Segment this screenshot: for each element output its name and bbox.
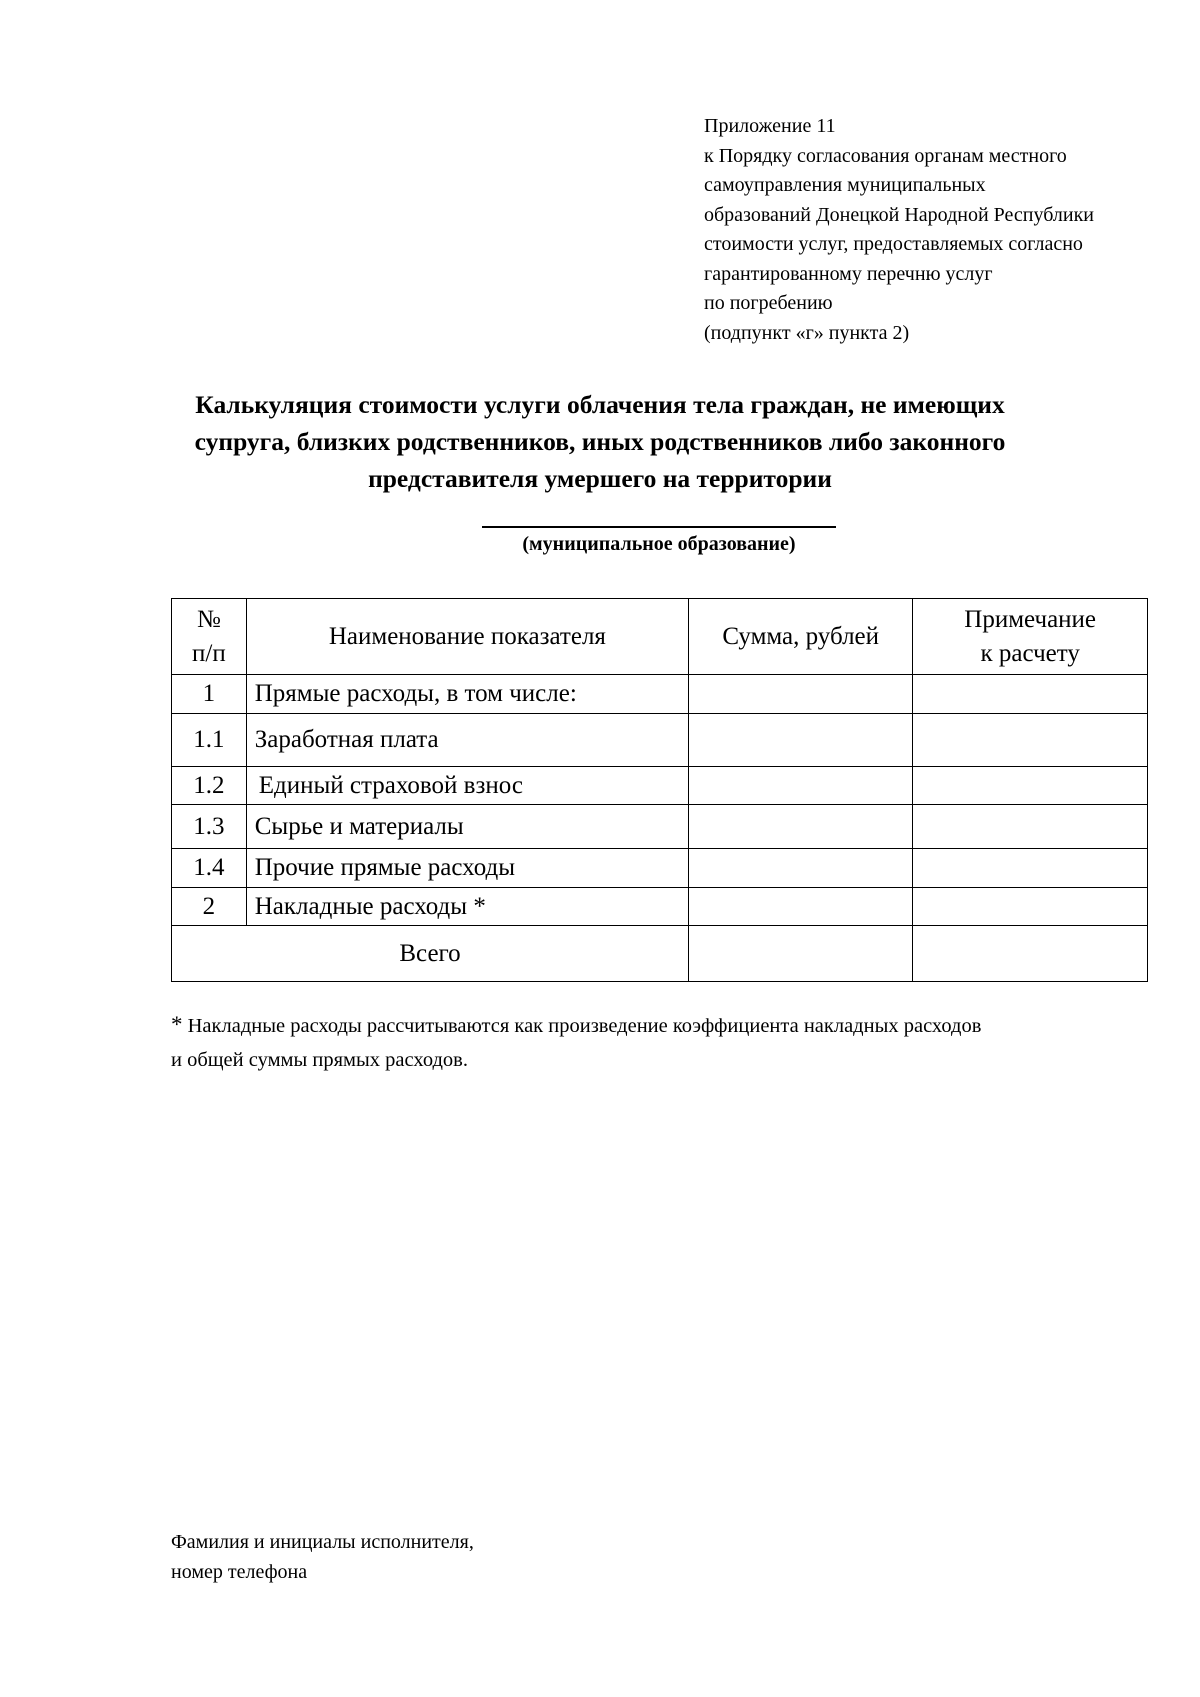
title-line: супруга, близких родственников, иных родственников либо законного: [194, 427, 1006, 456]
table-row: [172, 888, 1148, 926]
appendix-line: по погребению: [704, 292, 833, 314]
row-name: Накладные расходы *: [246, 888, 688, 926]
row-note[interactable]: [913, 849, 1148, 888]
row-sum[interactable]: [689, 714, 913, 767]
appendix-line: стоимости услуг, предоставляемых согласно: [704, 233, 1083, 255]
row-name: Единый страховой взнос: [246, 767, 688, 805]
row-num: 1.4: [172, 849, 247, 888]
header-num: [172, 599, 247, 675]
document-title: [130, 386, 1070, 497]
total-label: Всего: [172, 926, 689, 982]
header-name: Наименование показателя: [246, 599, 688, 675]
row-num: 1.3: [172, 805, 247, 849]
appendix-line: к Порядку согласования органам местного: [704, 144, 1067, 167]
header-note-line2: к расчету: [980, 639, 1080, 667]
row-sum[interactable]: [689, 888, 913, 926]
total-note[interactable]: [913, 926, 1148, 982]
footnote-star: *: [171, 1012, 183, 1037]
executor-line1: Фамилия и инициалы исполнителя,: [171, 1531, 474, 1553]
header-num-line2: п/п: [192, 639, 226, 667]
row-sum[interactable]: [689, 675, 913, 714]
table-row: [172, 767, 1148, 805]
title-line: Калькуляция стоимости услуги облачения тела граждан, не имеющих: [195, 390, 1005, 419]
table-header-row: [172, 599, 1148, 675]
appendix-line: гарантированному перечню услуг: [704, 262, 993, 285]
appendix-line: образований Донецкой Народной Республики: [704, 203, 1094, 226]
appendix-line: (подпункт «г» пункта 2): [704, 321, 910, 344]
table-row: [172, 714, 1148, 767]
footnote-line2: и общей суммы прямых расходов.: [171, 1049, 468, 1071]
header-num-line1: №: [196, 605, 221, 633]
header-note: [913, 599, 1148, 675]
executor-signature-block: [171, 1527, 671, 1587]
header-note-line1: Примечание: [964, 605, 1097, 633]
row-sum[interactable]: [689, 849, 913, 888]
row-sum[interactable]: [689, 767, 913, 805]
table-row: [172, 849, 1148, 888]
appendix-line: Приложение 11: [704, 115, 836, 137]
row-note[interactable]: [913, 675, 1148, 714]
row-sum[interactable]: [689, 805, 913, 849]
row-num: 2: [172, 888, 247, 926]
row-note[interactable]: [913, 805, 1148, 849]
row-num: 1: [172, 675, 247, 714]
row-note[interactable]: [913, 714, 1148, 767]
row-note[interactable]: [913, 767, 1148, 805]
calculation-table: [171, 598, 1148, 982]
appendix-line: самоуправления муниципальных: [704, 174, 986, 196]
municipality-caption: (муниципальное образование): [522, 533, 796, 555]
title-line: представителя умершего на территории: [368, 464, 832, 493]
footnote-text: Накладные расходы рассчитываются как произведение коэффициента накладных расходов: [187, 1015, 982, 1037]
row-num: 1.1: [172, 714, 247, 767]
row-note[interactable]: [913, 888, 1148, 926]
row-name: Прочие прямые расходы: [246, 849, 688, 888]
table-total-row: [172, 926, 1148, 982]
appendix-note: [704, 112, 1174, 348]
total-sum[interactable]: [689, 926, 913, 982]
footnote: [171, 1008, 1151, 1077]
row-name: Заработная плата: [246, 714, 688, 767]
table-row: [172, 675, 1148, 714]
table-row: [172, 805, 1148, 849]
row-name: Прямые расходы, в том числе:: [246, 675, 688, 714]
row-num: 1.2: [172, 767, 247, 805]
footnote-line1: [171, 1008, 1151, 1043]
municipality-blank-line: [482, 526, 836, 528]
header-sum: Сумма, рублей: [689, 599, 913, 675]
row-name: Сырье и материалы: [246, 805, 688, 849]
executor-line2: номер телефона: [171, 1561, 308, 1583]
